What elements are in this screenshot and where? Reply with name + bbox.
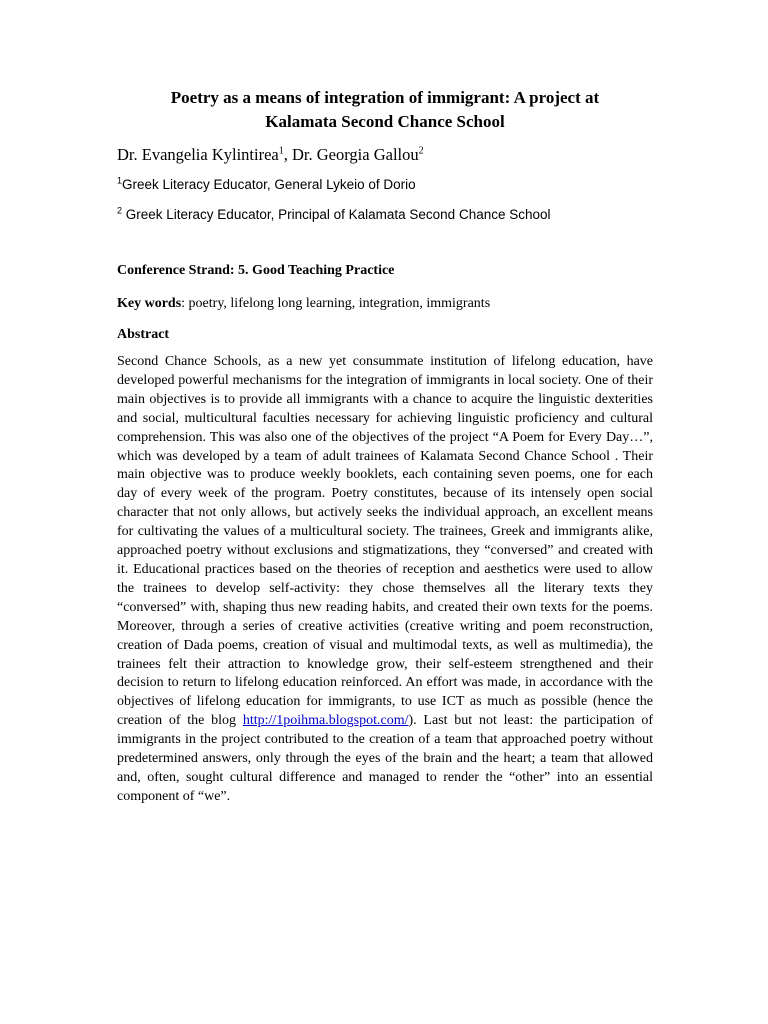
abstract-text-part-2: ). Last but not least: the participation of immigrants in the project contributed to the creation of a team that approached poetry without predetermined answers, only through the eyes of the brain and the heart; a team that allowed and, often, sought cultural difference and managed to render the “other” into an essential component of “we”. — [117, 713, 653, 804]
affiliation-2 — [117, 206, 653, 224]
keywords-label: Key words — [117, 296, 182, 311]
abstract-body — [117, 353, 653, 807]
author-1-superscript: 1 — [278, 145, 284, 157]
keywords-text: : poetry, lifelong long learning, integration, immigrants — [181, 296, 491, 311]
affiliation-2-superscript: 2 — [117, 205, 123, 216]
affiliation-1-text: Greek Literacy Educator, General Lykeio of Dorio — [122, 177, 416, 192]
conference-strand: Conference Strand: 5. Good Teaching Practice — [117, 263, 395, 278]
affiliation-1 — [117, 176, 653, 194]
author-line — [117, 144, 653, 166]
affiliation-2-text: Greek Literacy Educator, Principal of Kalamata Second Chance School — [122, 207, 551, 222]
title-line-1: Poetry as a means of integration of immigrant: A project at — [170, 88, 600, 107]
author-2-superscript: 2 — [418, 145, 424, 157]
affiliation-1-superscript: 1 — [117, 175, 123, 186]
abstract-text-part-1: Second Chance Schools, as a new yet consummate institution of lifelong education, have developed powerful mechanisms for the integration of immigrants in local society. One of their main objectives is to provide all immigrants with a chance to acquire the linguistic dexterities and social, multicultural faculties necessary for achieving linguistic proficiency and cultural comprehension. This was also one of the objectives of the project “A Poem for Every Day…”, which was developed by a team of adult trainees of Kalamata Second Chance School . Their main objective was to produce weekly booklets, each containing seven poems, one for each day of every week of the program. Poetry constitutes, because of its intensely open social character that not only allows, but actively seeks the individual approach, an excellent means for cultivating the values of a multicultural society. The trainees, Greek and immigrants alike, approached poetry without exclusions and stigmatizations, they “conversed” and created with it. Educational practices based on the theories of reception and aesthetics were used to allow the trainees to develop self-activity: they chose themselves all the literary texts they “conversed” with, shaping thus new reading habits, and created their own texts for the poems. Moreover, through a series of creative activities (creative writing and poem reconstruction, creation of Dada poems, creation of visual and multimodal texts, as well as multimedia), the trainees felt their attraction to knowledge grow, their self-esteem strengthened and their decision to return to lifelong education reinforced. An effort was made, in accordance with the objectives of lifelong education for immigrants, to use ICT as much as possible (hence the creation of the blog — [117, 354, 653, 729]
author-2-name: Dr. Georgia Gallou — [292, 145, 419, 164]
author-separator: , — [283, 145, 292, 164]
paper-title — [117, 86, 653, 134]
keywords-line — [117, 295, 653, 313]
abstract-heading: Abstract — [117, 327, 170, 342]
title-line-2: Kalamata Second Chance School — [265, 112, 505, 131]
author-1-name: Dr. Evangelia Kylintirea — [117, 145, 279, 164]
document-page — [117, 86, 653, 821]
blog-link[interactable]: http://1poihma.blogspot.com/ — [242, 713, 409, 729]
